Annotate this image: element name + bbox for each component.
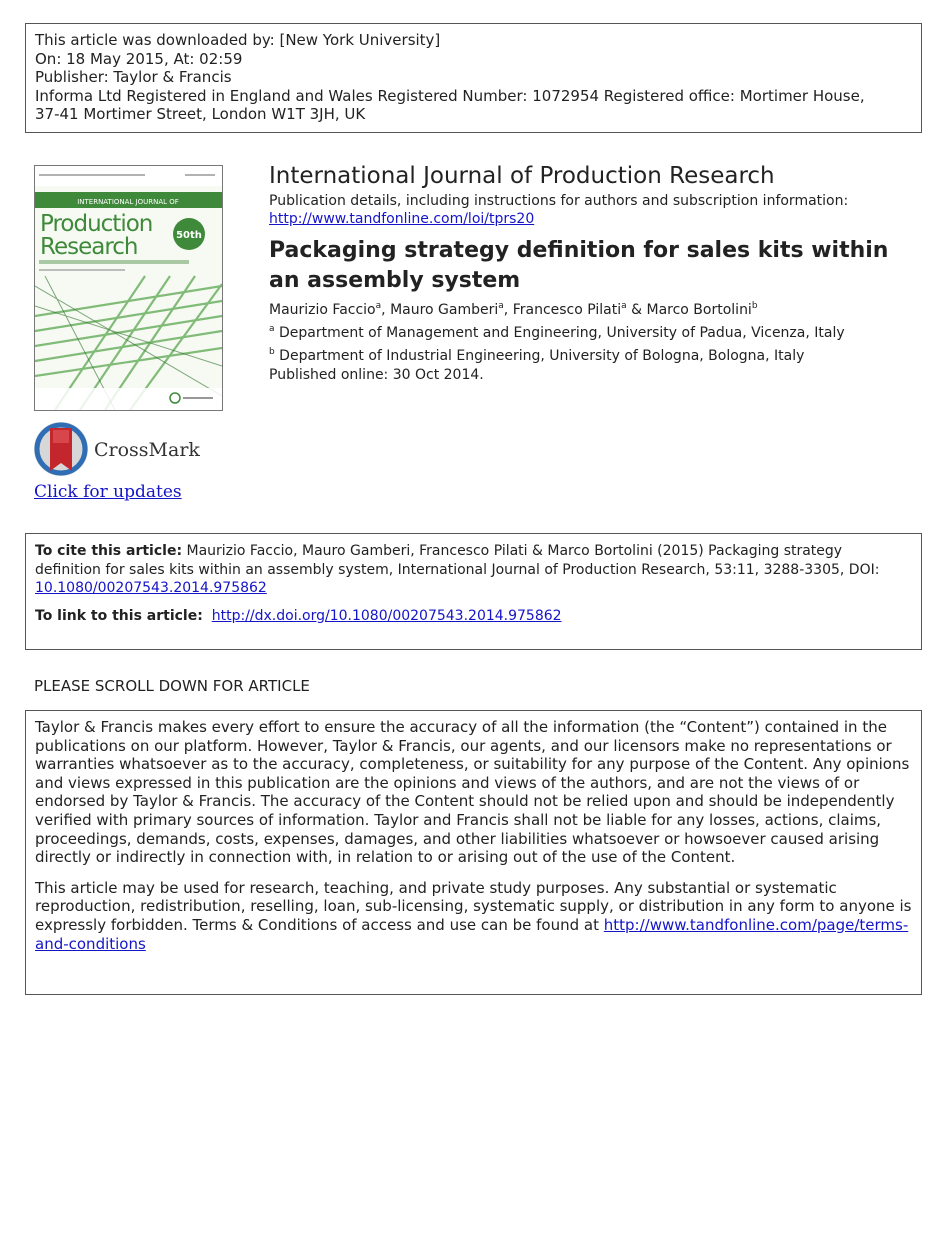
download-line: Publisher: Taylor & Francis: [35, 68, 232, 86]
journal-info: [269, 160, 919, 384]
download-info-box: [25, 23, 922, 133]
author-separator: &: [626, 302, 647, 318]
cover-word-production: Production: [40, 211, 153, 237]
cite-label: To cite this article:: [35, 543, 183, 559]
citation-box: [25, 533, 922, 650]
cite-text: Maurizio Faccio, Mauro Gamberi, Francesco Pilati & Marco Bortolini (2015) Packaging strategy definition for sales kits within an assembly system, International Journal of Production Research, 53:11, 3288-3305, DOI:: [35, 543, 880, 578]
click-for-updates-link[interactable]: Click for updates: [34, 482, 182, 502]
disclaimer-paragraph-2-text: This article may be used for research, teaching, and private study purposes. Any substantial or systematic reproduction, redistribution, reselling, loan, sub-licensing, systematic supply, or distribution in any form to anyone is expressly forbidden. Terms & Conditions of access and use can be found at: [35, 878, 912, 934]
journal-details: [269, 192, 919, 228]
disclaimer-paragraph-1: Taylor & Francis makes every effort to ensure the accuracy of all the information (the “Content”) contained in the publications on our platform. However, Taylor & Francis, our agents, and our licensors make no representations or warranties whatsoever as to the accuracy, completeness, or suitability for any purpose of the Content. Any opinions and views expressed in this publication are the opinions and views of the authors, and are not the views of or endorsed by Taylor & Francis. The accuracy of the Content should not be relied upon and should be independently verified with primary sources of information. Taylor and Francis shall not be liable for any losses, actions, claims, proceedings, demands, costs, expenses, damages, and other liabilities whatsoever or howsoever caused arising directly or indirectly in connection with, in relation to or arising out of the use of the Content.: [35, 718, 910, 867]
author-separator: ,: [381, 302, 391, 318]
affiliation: [269, 345, 919, 367]
journal-title: International Journal of Production Research: [269, 163, 775, 189]
affiliation-text: Department of Industrial Engineering, University of Bologna, Bologna, Italy: [274, 348, 805, 364]
affiliation-mark: b: [269, 347, 275, 357]
author-affiliation-mark: a: [375, 301, 382, 311]
link-label: To link to this article:: [35, 607, 203, 624]
cite-paragraph: [35, 542, 912, 598]
author-name: Francesco Pilati: [512, 302, 622, 318]
crossmark-label: CrossMark: [94, 439, 200, 461]
article-url-link[interactable]: http://dx.doi.org/10.1080/00207543.2014.975862: [211, 607, 562, 624]
author-name: Marco Bortolini: [646, 302, 752, 318]
cover-word-research: Research: [40, 234, 138, 260]
doi-link[interactable]: 10.1080/00207543.2014.975862: [35, 580, 267, 596]
journal-url-link[interactable]: http://www.tandfonline.com/loi/tprs20: [269, 211, 535, 227]
published-date: Published online: 30 Oct 2014.: [269, 367, 484, 383]
journal-cover-image: [34, 165, 223, 411]
download-line: On: 18 May 2015, At: 02:59: [35, 49, 243, 68]
affiliation-text: Department of Management and Engineering, University of Padua, Vicenza, Italy: [274, 325, 845, 341]
disclaimer-box: [25, 710, 922, 995]
crossmark-icon: [33, 421, 203, 479]
download-line: Informa Ltd Registered in England and Wales Registered Number: 1072954 Registered office: Mortimer House,: [35, 86, 865, 105]
cover-banner: INTERNATIONAL JOURNAL OF: [77, 198, 179, 206]
download-line: 37-41 Mortimer Street, London W1T 3JH, UK: [35, 105, 366, 123]
cover-badge: 50th: [176, 230, 202, 241]
crossmark-badge[interactable]: [33, 421, 203, 479]
author-affiliation-mark: a: [498, 301, 504, 311]
link-paragraph: [35, 607, 912, 626]
scroll-down-notice: PLEASE SCROLL DOWN FOR ARTICLE: [34, 677, 310, 695]
affiliation: [269, 322, 919, 345]
author-list: [269, 299, 919, 322]
author-separator: ,: [503, 302, 513, 318]
download-line: This article was downloaded by: [New York University]: [35, 31, 441, 49]
author-name: Maurizio Faccio: [269, 302, 376, 318]
author-affiliation-mark: a: [621, 301, 627, 311]
author-affiliation-mark: b: [751, 301, 758, 311]
author-name: Mauro Gamberi: [390, 302, 499, 318]
journal-cover-art: [35, 166, 222, 410]
journal-details-text: Publication details, including instructions for authors and subscription information:: [269, 193, 849, 209]
affiliation-mark: a: [269, 324, 275, 334]
disclaimer-paragraph-2: [35, 879, 912, 953]
terms-link[interactable]: http://www.tandfonline.com/page/terms-and-conditions: [35, 915, 909, 953]
article-title: Packaging strategy definition for sales kits within an assembly system: [269, 238, 889, 293]
